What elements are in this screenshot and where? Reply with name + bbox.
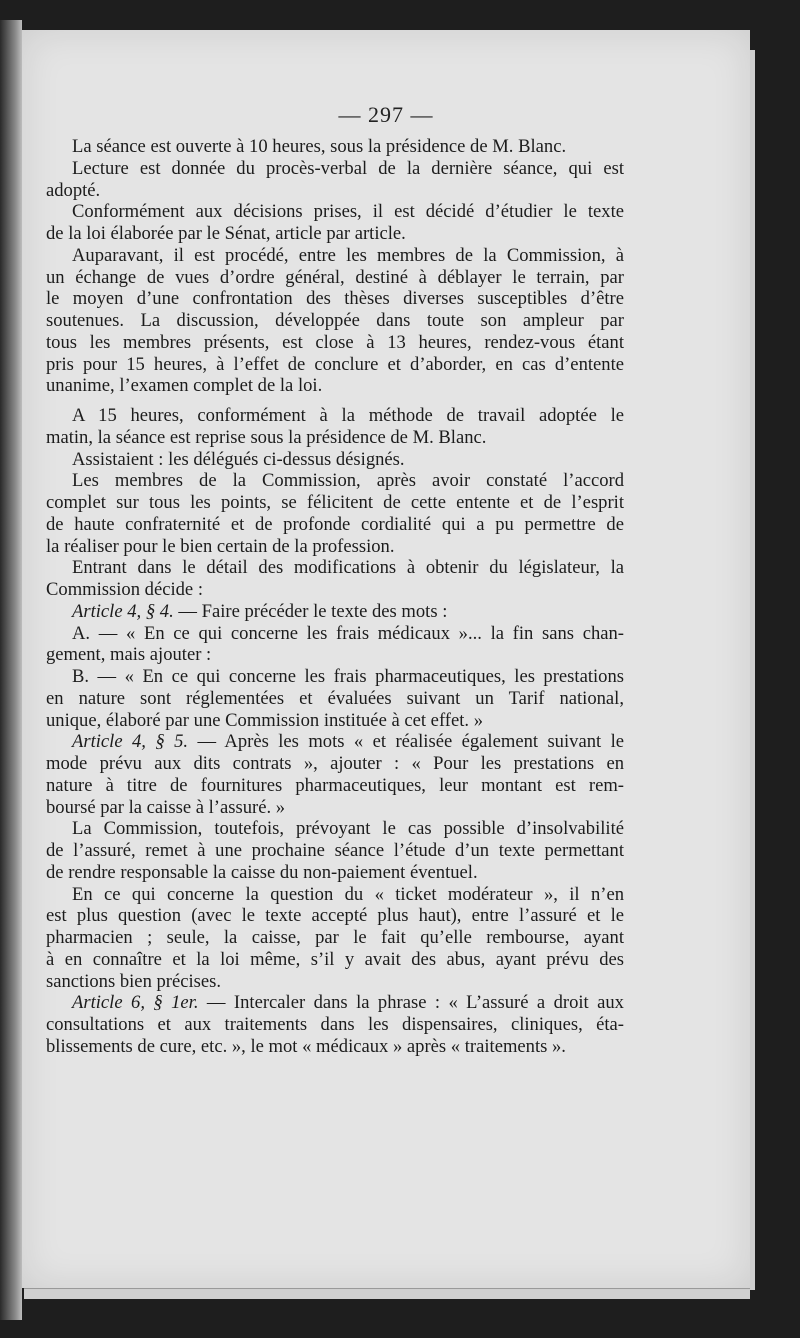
text-line: complet sur tous les points, se félicitent de cette entente et de l’esprit — [46, 492, 624, 513]
text-line: est plus question (avec le texte accepté plus haut), entre l’assuré et le — [46, 905, 624, 927]
paragraph — [46, 884, 624, 993]
text-line: Article 6, § 1er. — Intercaler dans la phrase : « L’assuré a droit aux — [72, 992, 624, 1014]
text-line: La Commission, toutefois, prévoyant le cas possible d’insolvabilité — [72, 818, 624, 840]
text-line: consultations et aux traitements dans les dispensaires, cliniques, éta- — [46, 1014, 624, 1035]
article-reference: Article 6, § 1er. — [72, 992, 199, 1014]
text-line: A. — « En ce qui concerne les frais médicaux »... la fin sans chan- — [72, 622, 624, 644]
body-text — [46, 136, 624, 1058]
paragraph-gap — [46, 397, 624, 405]
text-line: gement, mais ajouter : — [46, 644, 212, 666]
text-line: boursé par la caisse à l’assuré. » — [46, 796, 286, 818]
text-line: La séance est ouverte à 10 heures, sous la présidence de M. Blanc. — [72, 136, 567, 157]
text-line: Commission décide : — [46, 579, 204, 600]
text-line: tous les membres présents, est close à 13 heures, rendez-vous étant — [46, 331, 624, 353]
text-line: en nature sont réglementées et évaluées suivant un Tarif national, — [46, 687, 624, 709]
text-line: la réaliser pour le bien certain de la profession. — [46, 535, 395, 557]
article-reference: Article 4, § 4. — [72, 600, 174, 622]
text-line: blissements de cure, etc. », le mot « médicaux » après « traitements ». — [46, 1035, 566, 1057]
text-line: soutenues. La discussion, développée dans toute son ampleur par — [46, 310, 624, 331]
text-line: Auparavant, il est procédé, entre les membres de la Commission, à — [72, 244, 624, 266]
text-line: le moyen d’une confrontation des thèses diverses susceptibles d’être — [46, 288, 624, 310]
book-spine-edge — [0, 20, 22, 1320]
text-line: de rendre responsable la caisse du non-paiement éventuel. — [46, 861, 478, 883]
text-line: Article 4, § 4. — Faire précéder le texte des mots : — [72, 600, 448, 622]
text-line: de l’assuré, remet à une prochaine séance l’étude d’un texte permettant — [46, 840, 624, 861]
article-reference: Article 4, § 5. — [72, 731, 189, 753]
paragraph — [46, 158, 624, 202]
paragraph — [46, 557, 624, 601]
paragraph — [46, 201, 624, 245]
text-line: Assistaient : les délégués ci-dessus désignés. — [72, 448, 405, 470]
text-line: Lecture est donnée du procès-verbal de la dernière séance, qui est — [72, 157, 624, 179]
paragraph — [46, 623, 624, 667]
paragraph — [46, 405, 624, 449]
page-number: — 297 — — [338, 102, 434, 127]
text-line: de haute confraternité et de profonde cordialité qui a pu permettre de — [46, 513, 624, 535]
text-line: de la loi élaborée par le Sénat, article par article. — [46, 223, 406, 244]
text-line: pris pour 15 heures, à l’effet de conclure et d’aborder, en cas d’entente — [46, 353, 624, 375]
paragraph — [46, 136, 624, 158]
text-line: unique, élaboré par une Commission instituée à cet effet. » — [46, 709, 483, 731]
paragraph — [46, 992, 624, 1057]
text-line: matin, la séance est reprise sous la présidence de M. Blanc. — [46, 426, 487, 448]
text-line: à en connaître et la loi même, s’il y avait des abus, ayant prévu des — [46, 948, 624, 970]
text-line: mode prévu aux dits contrats », ajouter : « Pour les prestations en — [46, 753, 624, 774]
text-line: pharmacien ; seule, la caisse, par le fait qu’elle rembourse, ayant — [46, 927, 624, 948]
page-bottom-edge — [24, 1288, 750, 1299]
document-page — [22, 30, 750, 1288]
text-line: Conformément aux décisions prises, il est décidé d’étudier le texte — [72, 201, 624, 223]
text-line: A 15 heures, conformément à la méthode de travail adoptée le — [72, 405, 624, 426]
text-line: nature à titre de fournitures pharmaceutiques, leur montant est rem- — [46, 774, 624, 796]
text-line: un échange de vues d’ordre général, destiné à déblayer le terrain, par — [46, 266, 624, 288]
paragraph — [46, 731, 624, 818]
paragraph — [46, 470, 624, 557]
text-line: adopté. — [46, 179, 101, 201]
paragraph — [46, 818, 624, 883]
text-line: unanime, l’examen complet de la loi. — [46, 375, 323, 397]
text-line: En ce qui concerne la question du « ticket modérateur », il n’en — [72, 883, 624, 905]
paragraph — [46, 449, 624, 471]
text-line: Les membres de la Commission, après avoir constaté l’accord — [72, 470, 624, 492]
text-line: sanctions bien précises. — [46, 970, 222, 992]
text-line: Entrant dans le détail des modifications à obtenir du législateur, la — [72, 557, 624, 579]
paragraph — [46, 245, 624, 397]
text-line: Article 4, § 5. — Après les mots « et réalisée également suivant le — [72, 731, 624, 753]
paragraph — [46, 601, 624, 623]
paragraph — [46, 666, 624, 731]
text-line: B. — « En ce qui concerne les frais pharmaceutiques, les prestations — [72, 666, 624, 687]
